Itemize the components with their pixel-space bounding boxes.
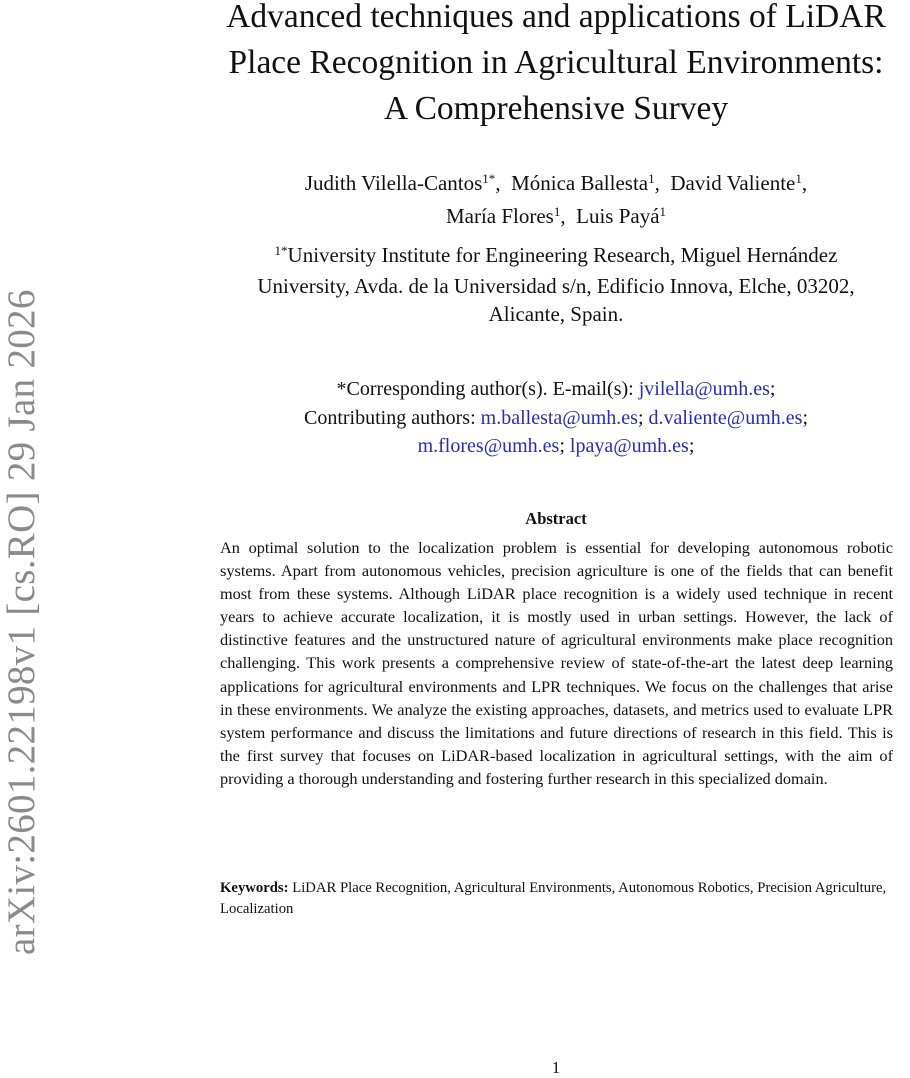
abstract-text: An optimal solution to the localization problem is essential for developing autonomous robotic systems. Apart from autonomous vehicles, precision agriculture is one of the fields that can benefit most from these systems. Although LiDAR place recognition is a widely used technique in recent years to achieve accurate localization, it is mostly used in urban settings. However, the lack of distinctive features and the unstructured nature of agricultural environments make place recognition challenging. This work presents a comprehensive review of state-of-the-art the latest deep learning applications for agricultural environments and LPR techniques. We focus on the challenges that arise in these environments. We analyze the existing approaches, datasets, and metrics used to evaluate LPR system performance and discuss the limitations and future directions of research in this field. This is the first survey that focuses on LiDAR-​based localization in agricultural settings, with the aim of providing a thorough understanding and fostering further research in this specialized domain. (220, 538, 893, 788)
corresponding-label: *Corresponding author(s). E-mail(s): (336, 378, 634, 400)
author-affil-mark: 1 (648, 170, 655, 186)
contact-info (200, 375, 910, 461)
email-link[interactable]: m.flores@umh.es (417, 435, 560, 457)
contributing-label: Contributing authors: (303, 406, 476, 429)
title-line-2: Place Recognition in Agricultural Environments: (228, 44, 884, 81)
arxiv-stamp: arXiv:2601.22198v1 [cs.RO] 29 Jan 2026 (0, 289, 43, 955)
affil-line-3: Alicante, Spain. (488, 302, 624, 326)
keywords (220, 878, 900, 920)
author-affil-mark: 1 (795, 170, 802, 186)
author-affil-mark: 1 (659, 203, 667, 219)
author-affil-mark: 1 (553, 203, 561, 219)
affiliation (200, 241, 910, 328)
email-link[interactable]: lpaya@umh.es (569, 435, 689, 457)
separator: ; (802, 406, 808, 429)
separator: ; (688, 435, 695, 457)
author-name: Mónica Ballesta (511, 171, 649, 195)
email-link[interactable]: m.ballesta@umh.es (480, 406, 638, 429)
separator: ; (637, 406, 644, 429)
page-number: 1 (551, 1058, 561, 1077)
separator: ; (769, 378, 776, 400)
author-name: David Valiente (670, 171, 796, 195)
email-link[interactable]: d.valiente@umh.es (648, 406, 803, 429)
keywords-text: LiDAR Place Recognition, Agricultural Environments, Autonomous Robotics, Precision Agriculture, Localization (220, 880, 887, 917)
author-list: Judith Vilella-Cantos$^{1*}$, Mónica Ballesta$^1$, David Valiente$^1$, María Flores$^1$, Luis Payá$^1$ (304, 170, 808, 228)
title-line-3: A Comprehensive Survey (383, 90, 729, 127)
title-line-1: Advanced techniques and applications of LiDAR (226, 0, 886, 35)
abstract-heading: Abstract (525, 509, 587, 528)
paper-title (200, 0, 910, 132)
author-affil-mark: 1* (482, 170, 496, 186)
author-name: María Flores (445, 204, 554, 228)
affil-mark: 1* (274, 242, 288, 258)
keywords-label: Keywords: (220, 880, 289, 896)
email-link[interactable]: jvilella@umh.es (638, 378, 770, 400)
separator: ; (559, 435, 565, 457)
author-name: Judith Vilella-Cantos (304, 171, 483, 195)
affil-line-1: University Institute for Engineering Research, Miguel Hernández (287, 243, 838, 267)
author-name: Luis Payá (576, 204, 660, 228)
affil-line-2: University, Avda. de la Universidad s/n, Edificio Innova, Elche, 03202, (257, 274, 855, 298)
